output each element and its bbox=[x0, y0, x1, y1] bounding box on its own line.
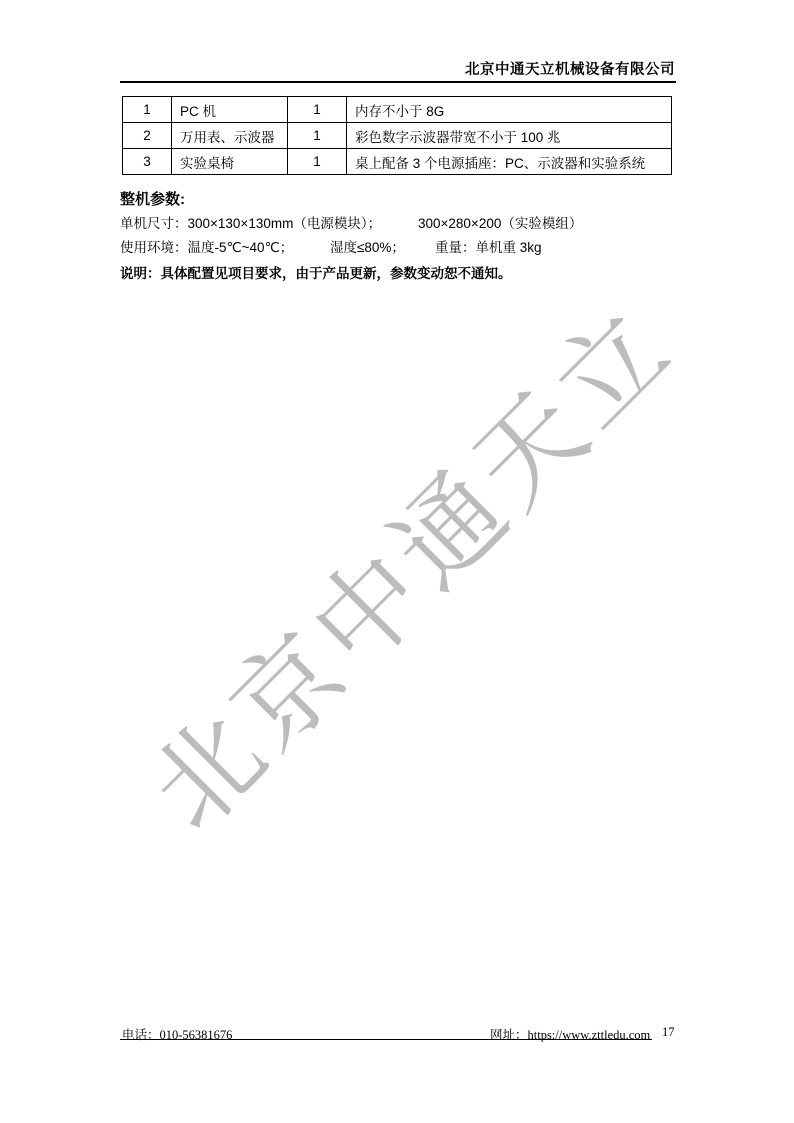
page-number: 17 bbox=[662, 1025, 675, 1039]
footer-phone: 电话：010-56381676 bbox=[122, 1028, 233, 1042]
cell-row-number: 1 bbox=[123, 97, 172, 123]
param-dimensions-power-module: 单机尺寸：300×130×130mm（电源模块）； bbox=[120, 216, 382, 231]
param-weight: 重量：单机重 3kg bbox=[435, 240, 542, 255]
cell-item-name: 万用表、示波器 bbox=[172, 123, 288, 149]
cell-item-name: PC 机 bbox=[172, 97, 288, 123]
table-row bbox=[123, 149, 672, 175]
header-divider bbox=[120, 81, 676, 83]
cell-description: 彩色数字示波器带宽不小于 100 兆 bbox=[347, 123, 672, 149]
cell-row-number: 3 bbox=[123, 149, 172, 175]
cell-quantity: 1 bbox=[288, 123, 347, 149]
equipment-table bbox=[122, 96, 672, 175]
param-dimensions-experiment-module: 300×280×200（实验模组） bbox=[418, 216, 583, 231]
params-heading: 整机参数: bbox=[120, 191, 185, 208]
page-header-company: 北京中通天立机械设备有限公司 bbox=[465, 62, 675, 78]
cell-quantity: 1 bbox=[288, 97, 347, 123]
company-watermark: 北京中通天立 bbox=[128, 284, 696, 852]
equipment-table-body bbox=[123, 97, 672, 175]
table-row bbox=[123, 123, 672, 149]
cell-item-name: 实验桌椅 bbox=[172, 149, 288, 175]
cell-description: 桌上配备 3 个电源插座：PC、示波器和实验系统 bbox=[347, 149, 672, 175]
cell-row-number: 2 bbox=[123, 123, 172, 149]
params-note: 说明：具体配置见项目要求，由于产品更新，参数变动恕不通知。 bbox=[120, 266, 512, 281]
param-line-dimensions bbox=[120, 212, 676, 232]
cell-description: 内存不小于 8G bbox=[347, 97, 672, 123]
param-environment-temperature: 使用环境：温度-5℃~40℃； bbox=[120, 240, 294, 255]
cell-quantity: 1 bbox=[288, 149, 347, 175]
table-row bbox=[123, 97, 672, 123]
param-environment-humidity: 湿度≤80%； bbox=[330, 240, 405, 255]
footer-website-link[interactable]: 网址：https://www.zttledu.com bbox=[490, 1028, 651, 1042]
param-line-environment bbox=[120, 236, 676, 256]
